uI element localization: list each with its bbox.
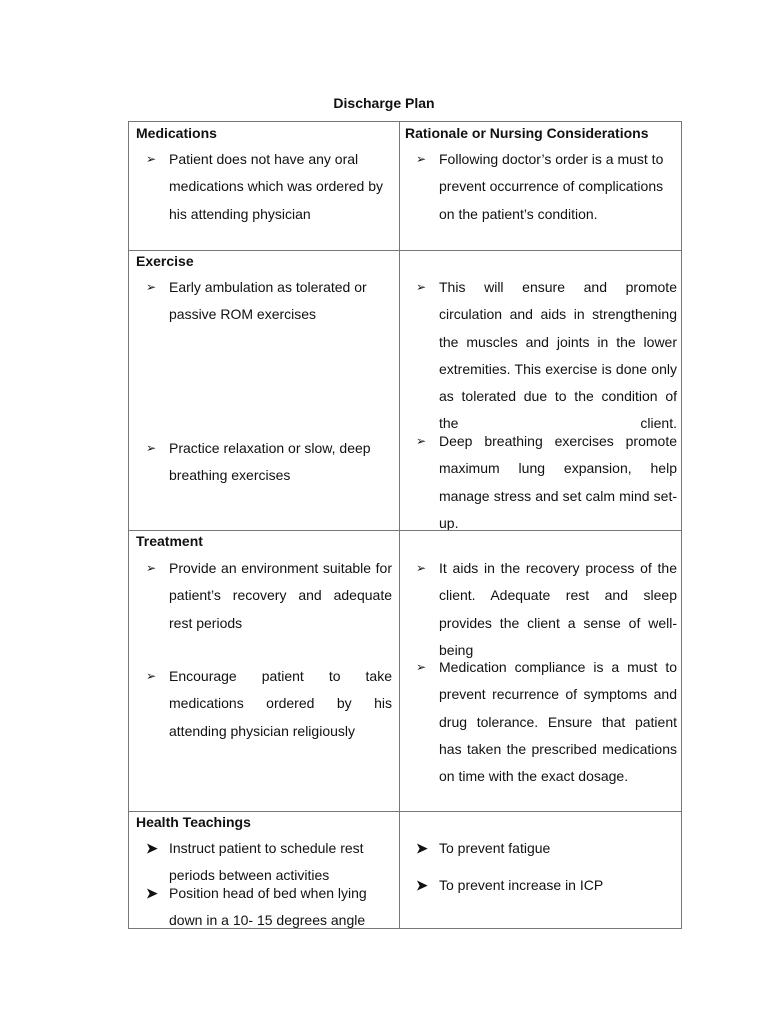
heading-health-teachings: Health Teachings xyxy=(136,814,251,830)
arrow-bullet-icon: ➢ xyxy=(416,280,427,294)
arrow-bullet-icon: ➤ xyxy=(146,885,158,901)
list-item: ➢ Early ambulation as tolerated or passive ROM exercises xyxy=(146,274,386,329)
list-item: ➢ Practice relaxation or slow, deep breathing exercises xyxy=(146,435,386,490)
list-item: ➢ Deep breathing exercises promote maximum lung expansion, help manage stress and set calm mind set- up. xyxy=(416,428,677,537)
arrow-bullet-icon: ➤ xyxy=(416,840,428,856)
header-medications: Medications xyxy=(136,125,217,141)
list-item: ➢ Patient does not have any oral medications which was ordered by his attending physician xyxy=(146,146,386,228)
arrow-bullet-icon: ➢ xyxy=(416,152,427,166)
arrow-bullet-icon: ➢ xyxy=(146,280,157,294)
list-item: ➢ Medication compliance is a must to prevent recurrence of symptoms and drug tolerance. Ensure that patient has taken the prescribed medications on time with the exact dosage. xyxy=(416,654,677,790)
list-item: ➢ Encourage patient to take medications ordered by his attending physician religiously xyxy=(146,663,392,745)
discharge-plan-table xyxy=(128,121,682,929)
row-health-teachings xyxy=(129,811,681,929)
heading-exercise: Exercise xyxy=(136,253,194,269)
row-medications xyxy=(129,122,681,250)
list-item: ➢ Following doctor’s order is a must to prevent occurrence of complications on the patient’s condition. xyxy=(416,146,678,228)
list-item: ➢ This will ensure and promote circulation and aids in strengthening the muscles and joints in the lower extremities. This exercise is done only as tolerated due to the condition of the client. xyxy=(416,274,677,438)
arrow-bullet-icon: ➢ xyxy=(416,434,427,448)
header-rationale: Rationale or Nursing Considerations xyxy=(405,125,649,141)
arrow-bullet-icon: ➢ xyxy=(146,561,157,575)
heading-treatment: Treatment xyxy=(136,533,203,549)
arrow-bullet-icon: ➢ xyxy=(416,660,427,674)
arrow-bullet-icon: ➤ xyxy=(416,877,428,893)
arrow-bullet-icon: ➤ xyxy=(146,840,158,856)
list-item: ➢ It aids in the recovery process of the client. Adequate rest and sleep provides the client a sense of well-being xyxy=(416,555,677,664)
list-item: ➤ To prevent fatigue xyxy=(416,835,677,862)
row-treatment xyxy=(129,530,681,812)
list-item: ➤ Instruct patient to schedule rest periods between activities xyxy=(146,835,386,890)
row-exercise xyxy=(129,250,681,531)
list-item: ➢ Provide an environment suitable for patient’s recovery and adequate rest periods xyxy=(146,555,392,637)
arrow-bullet-icon: ➢ xyxy=(416,561,427,575)
arrow-bullet-icon: ➢ xyxy=(146,152,157,166)
list-item: ➤ Position head of bed when lying down in a 10- 15 degrees angle xyxy=(146,880,386,935)
document-title: Discharge Plan xyxy=(333,95,435,111)
list-item: ➤ To prevent increase in ICP xyxy=(416,872,677,899)
arrow-bullet-icon: ➢ xyxy=(146,441,157,455)
arrow-bullet-icon: ➢ xyxy=(146,669,157,683)
